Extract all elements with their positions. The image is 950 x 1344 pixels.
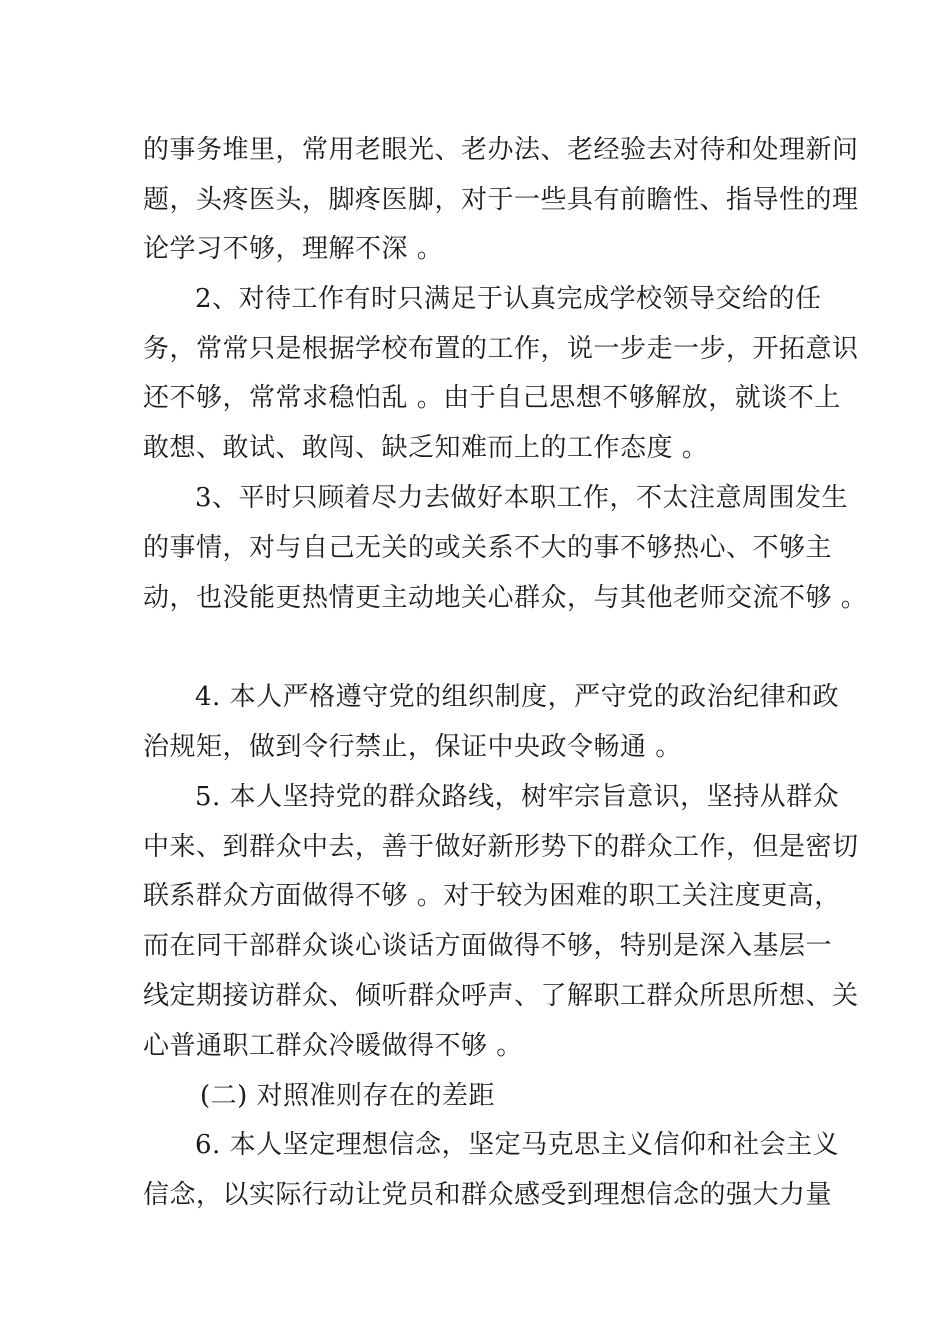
text-line: 动，也没能更热情更主动地关心群众，与其他老师交流不够 。: [143, 583, 868, 613]
text-line: 论学习不够，理解不深 。: [143, 234, 444, 264]
text-line: 心普通职工群众冷暖做得不够 。: [143, 1031, 523, 1061]
paragraph-5-start: 5. 本人坚持党的群众路线，树牢宗旨意识，坚持从群众: [195, 782, 840, 812]
text-line: 治规矩，做到令行禁止，保证中央政令畅通 。: [143, 732, 682, 762]
paragraph-3-start: 3、平时只顾着尽力去做好本职工作，不太注意周围发生: [195, 483, 849, 513]
text-line: 线定期接访群众、倾听群众呼声、了解职工群众所思所想、关: [143, 981, 859, 1011]
text-line: 题，头疼医头，脚疼医脚，对于一些具有前瞻性、指导性的理: [143, 185, 859, 215]
paragraph-2-start: 2、对待工作有时只满足于认真完成学校领导交给的任: [195, 284, 822, 314]
paragraph-4-start: 4. 本人严格遵守党的组织制度，严守党的政治纪律和政: [195, 682, 840, 712]
text-line: 务，常常只是根据学校布置的工作，说一步走一步，开拓意识: [143, 334, 859, 364]
text-line: 而在同干部群众谈心谈话方面做得不够，特别是深入基层一: [143, 931, 833, 961]
text-line: 敢想、敢试、敢闯、缺乏知难而上的工作态度 。: [143, 433, 709, 463]
text-line: 的事务堆里，常用老眼光、老办法、老经验去对待和处理新问: [143, 135, 859, 165]
section-heading: (二) 对照准则存在的差距: [200, 1081, 496, 1111]
text-line: 还不够，常常求稳怕乱 。由于自己思想不够解放，就谈不上: [143, 383, 841, 413]
text-line: 中来、到群众中去，善于做好新形势下的群众工作，但是密切: [143, 832, 859, 862]
text-line: 的事情，对与自己无关的或关系不大的事不够热心、不够主: [143, 533, 833, 563]
paragraph-6-start: 6. 本人坚定理想信念，坚定马克思主义信仰和社会主义: [195, 1130, 840, 1160]
text-line: 联系群众方面做得不够 。对于较为困难的职工关注度更高，: [143, 881, 841, 911]
text-line: 信念，以实际行动让党员和群众感受到理想信念的强大力量: [143, 1180, 833, 1210]
